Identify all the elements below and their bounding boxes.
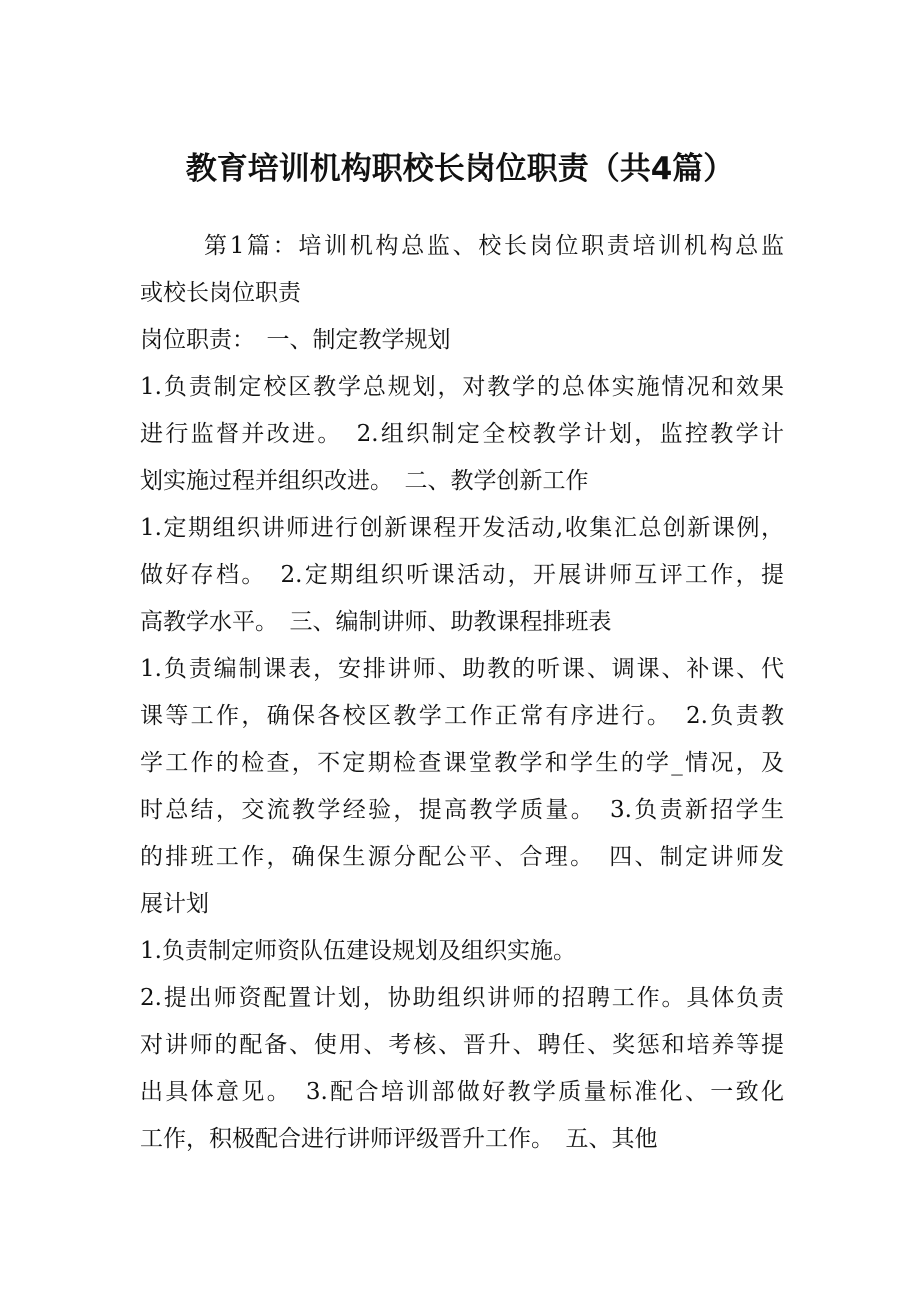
paragraph-line: 出具体意见。 3.配合培训部做好教学质量标准化、一致化 xyxy=(140,1079,784,1105)
paragraph-line: 第1篇：培训机构总监、校长岗位职责培训机构总监 xyxy=(204,233,784,259)
paragraph-line: 学工作的检查，不定期检查课堂教学和学生的学_情况，及 xyxy=(140,750,784,776)
paragraph-line: 进行监督并改进。 2.组织制定全校教学计划，监控教学计 xyxy=(140,421,784,447)
paragraph-line: 1.负责编制课表，安排讲师、助教的听课、调课、补课、代 xyxy=(140,656,784,682)
paragraph-line: 时总结，交流教学经验，提高教学质量。 3.负责新招学生 xyxy=(140,797,784,823)
paragraph-line: 工作，积极配合进行讲师评级晋升工作。 五、其他 xyxy=(140,1126,658,1152)
paragraph-line: 高教学水平。 三、编制讲师、助教课程排班表 xyxy=(140,609,612,635)
document-body xyxy=(140,223,784,1163)
paragraph-line: 1.定期组织讲师进行创新课程开发活动,收集汇总创新课例， xyxy=(140,515,784,541)
paragraph-line: 对讲师的配备、使用、考核、晋升、聘任、奖惩和培养等提 xyxy=(140,1032,784,1058)
document-title: 教育培训机构职校长岗位职责（共4篇） xyxy=(185,151,735,187)
paragraph-line: 课等工作，确保各校区教学工作正常有序进行。 2.负责教 xyxy=(140,703,784,729)
paragraph-line: 的排班工作，确保生源分配公平、合理。 四、制定讲师发 xyxy=(140,844,784,870)
paragraph-line: 1.负责制定师资队伍建设规划及组织实施。 xyxy=(140,938,576,964)
paragraph-line: 1.负责制定校区教学总规划，对教学的总体实施情况和效果 xyxy=(140,374,784,400)
paragraph-line: 做好存档。 2.定期组织听课活动，开展讲师互评工作，提 xyxy=(140,562,784,588)
paragraph-line: 2.提出师资配置计划，协助组织讲师的招聘工作。具体负责 xyxy=(140,985,784,1011)
paragraph-line: 划实施过程并组织改进。 二、教学创新工作 xyxy=(140,468,589,494)
paragraph-line: 展计划 xyxy=(140,891,209,917)
paragraph-line: 或校长岗位职责 xyxy=(140,280,301,306)
paragraph-line: 岗位职责： 一、制定教学规划 xyxy=(140,327,451,353)
